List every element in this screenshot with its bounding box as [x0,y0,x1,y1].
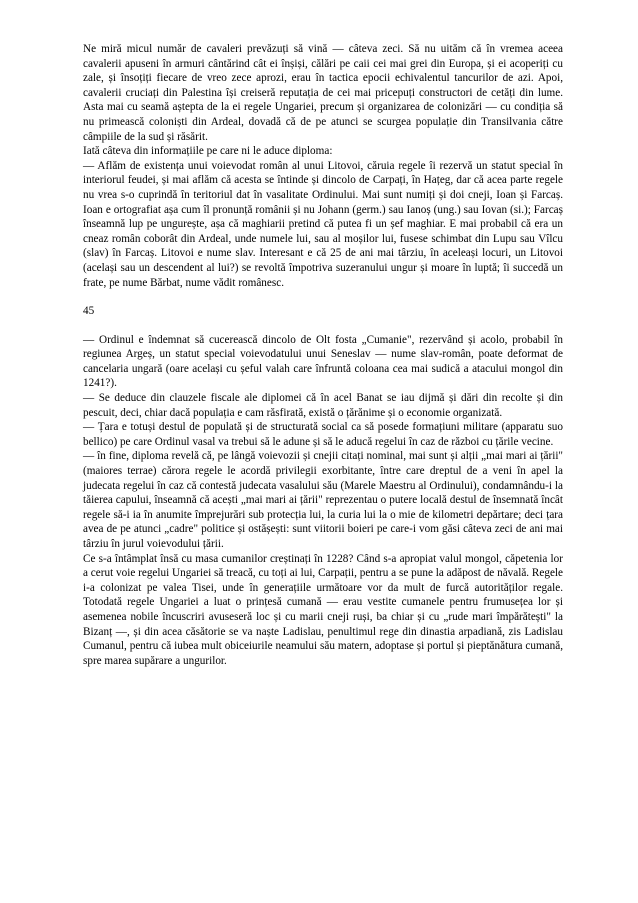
paragraph-cavaleri: Ne miră micul număr de cavaleri prevăzuți să vină — câteva zeci. Să nu uităm că în vremea aceea cavalerii apuseni în armuri cântărind cât ei înșiși, călări pe caii cei mai grei din Europa, și ei acoperiți cu zale, și însoțiți fiecare de vreo zece aprozi, erau în tactica epocii echivalentul tancurilor de azi. Apoi, cavalerii cruciați din Palestina își creiseră reputația de cei mai pricepuți constructori de cetăți din lume. Asta mai cu seamă aștepta de la ei regele Ungariei, precum și organizarea de colonizări — cu condiția să nu primească coloniști din Ardeal, dovadă că de pe atunci se scurgea populație din Transilvania către câmpiile de la sud și răsărit. [83,43,563,143]
paragraph-informatii-intro: Iată câteva din informațiile pe care ni le aduce diploma: [83,145,333,158]
page-number: 45 [83,305,95,318]
paragraph-cumani: Ce s-a întâmplat însă cu masa cumanilor creștinați în 1228? Când s-a apropiat valul mongol, căpetenia lor a cerut voie regelui Ungariei să treacă, cu toți ai lui, Carpații, pentru a se pune la adăpost de năvală. Regele i-a colonizat pe valea Tisei, unde în generațiile următoare vor da mult de furcă autorităților regale. Totodată regele Ungariei a luat o prințesă cumană — erau vestite cumanele pentru frumusețea lor și asemenea nobile încuscriri avuseseră loc și cu marii cneji ruși, ba chiar și cu „rude mari împărătești" la Bizanț —, și din acea căsătorie se va naște Ladislau, penultimul rege din dinastia arpadiană, zis Ladislau Cumanul, pentru că iubea mult obiceiurile neamului său matern, adoptase și portul și pieptănătura cumană, spre marea supărare a ungurilor. [83,552,563,667]
paragraph-formatiuni-militare: — Țara e totuși destul de populată și de structurată social ca să posede formațiuni militare (apparatu suo bellico) pe care Ordinul vasal va trebui să le adune și să le aducă regelui în caz de război cu țările vecine. [83,421,563,448]
document-page [83,42,563,668]
paragraph-litovoi: — Aflăm de existența unui voievodat român al unui Litovoi, căruia regele îi rezervă un statut special în interiorul feudei, și mai aflăm că acesta se întinde și dincolo de Carpați, în Hațeg, dar că acea parte regele nu vrea s-o cuprindă în teritoriul dat în vasalitate Ordinului. Mai sunt numiți și doi cneji, Ioan și Farcaș. Ioan e ortografiat așa cum îl pronunță românii și nu Johann (germ.) sau Ianoș (ung.) sau Iovan (si.); Farcaș înseamnă lup pe ungurește, așa că maghiarii pretind că putea fi un șef maghiar. E mai probabil că era un cneaz român coborât din Ardeal, unde numele lui, sau al moșilor lui, fusese schimbat din Lupu sau Vîlcu (slav) în Farcaș. Litovoi e nume slav. Interesant e că 25 de ani mai târziu, în aceleași locuri, un Litovoi (același sau un descendent al lui?) se revoltă împotriva suzeranului ungur și moare în luptă; îi succedă un frate, pe nume Bărbat, nume vădit românesc. [83,159,563,289]
paragraph-cumania: — Ordinul e îndemnat să cucerească dincolo de Olt fosta „Cumanie", rezervând și acolo, probabil în regiunea Argeș, un statut special voievodatului unui Seneslav — nume slav-român, poate deformat de cancelaria ungară (oare același cu șeful valah care înfruntă coloana cea mai sudică a atacului mongol din 1241?). [83,333,563,390]
paragraph-clauze-fiscale: — Se deduce din clauzele fiscale ale diplomei că în acel Banat se iau dijmă și dări din recolte și din pescuit, deci, chiar dacă populația e cam răsfirată, există o țărănime și o economie organizată. [83,392,563,419]
paragraph-mai-mari-ai-tarii: — în fine, diploma revelă că, pe lângă voievozii și cnejii citați nominal, mai sunt și alții „mai mari ai țării" (maiores terrae) cărora regele le acordă privilegii exorbitante, între care dreptul de a veni în apel la judecata regelui în caz că contestă judecata vasalului său (Marele Maestru al Ordinului), condamnându-i la tăierea capului, înseamnă că acești „mai mari ai țării" reprezentau o putere locală destul de însemnată încât regele să-i ia în anumite împrejurări sub protecția lui, la curia lui la o mie de kilometri depărtare; deci țara avea de pe atunci „cadre" politice și ostășești: sunt viitorii boieri pe care-i vom găsi câteva zeci de ani mai târziu în jurul voievodului țării. [83,450,563,550]
